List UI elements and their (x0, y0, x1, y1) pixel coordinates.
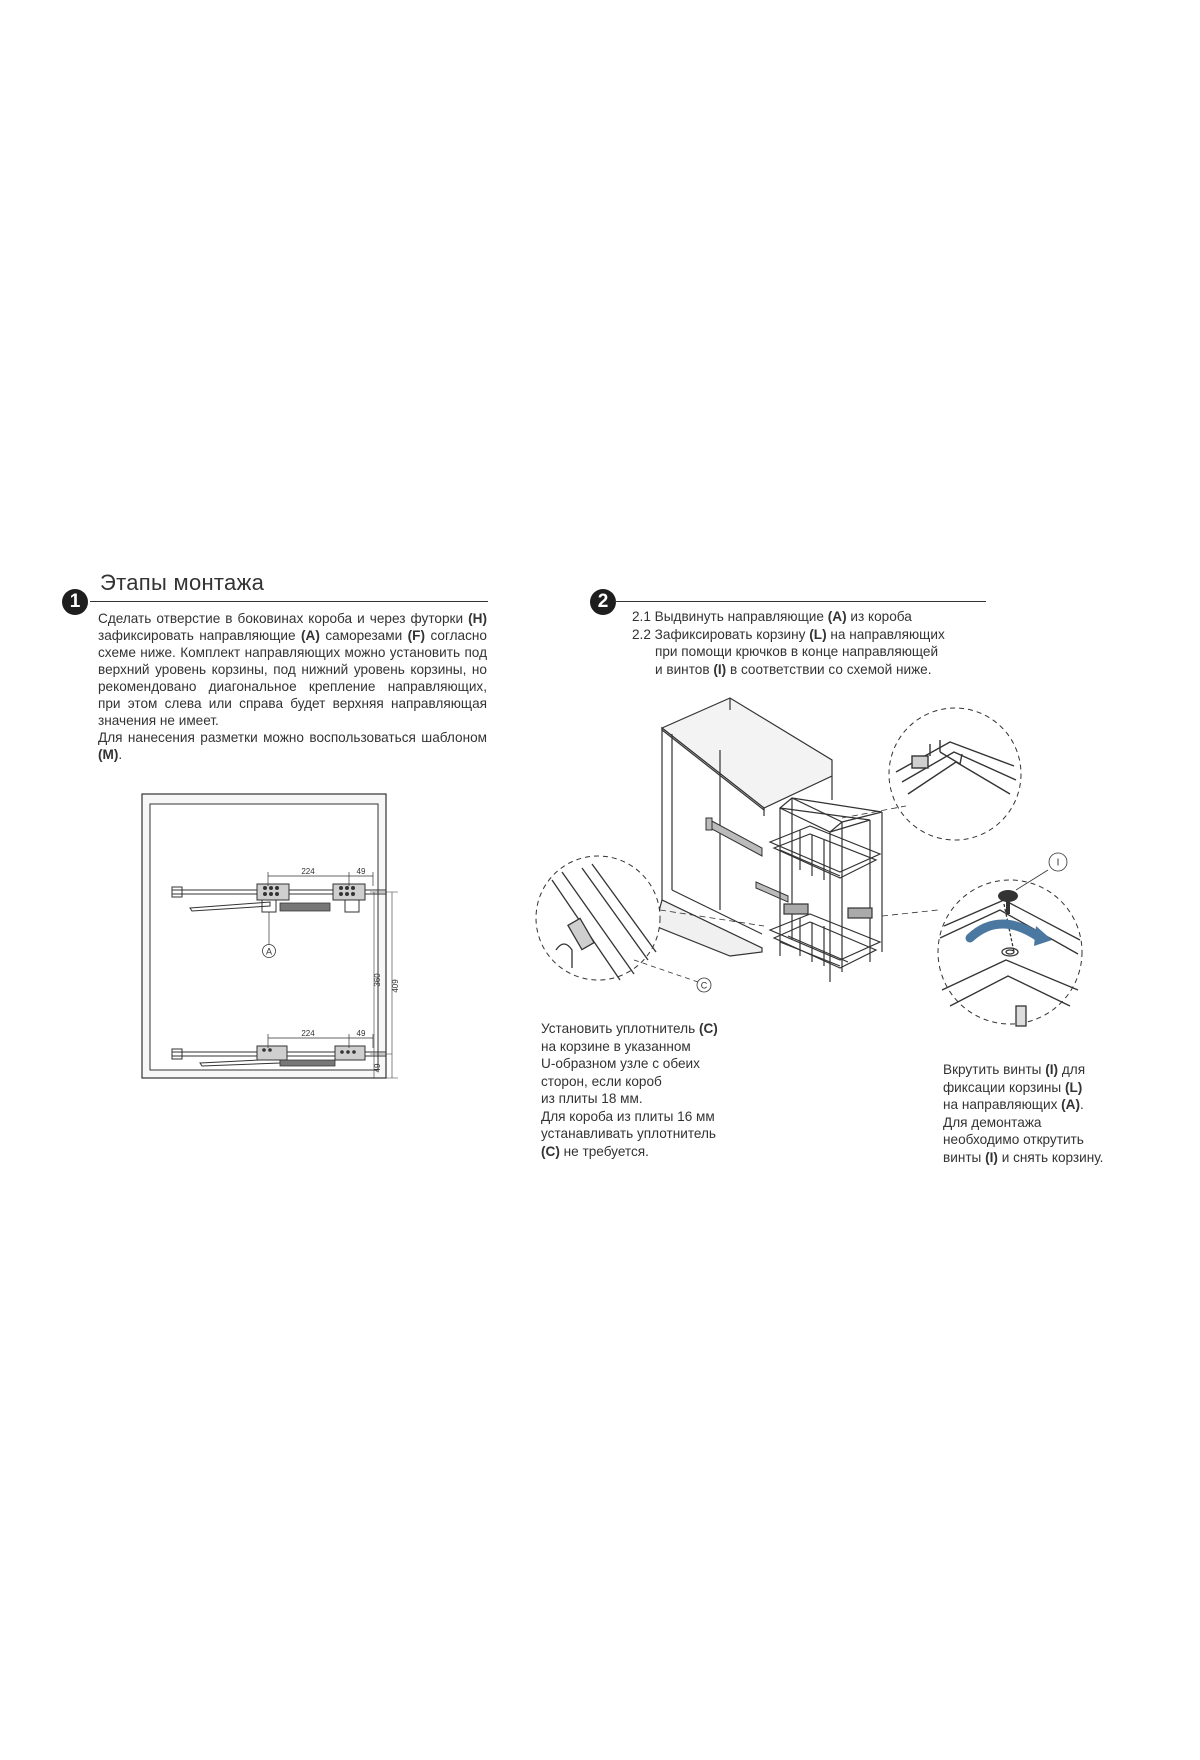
seal-note-line: сторон, если короб (541, 1073, 662, 1089)
step-2-2: 2.2 Зафиксировать корзину (L) на направляющих (632, 626, 945, 642)
callout-c-label: C (700, 980, 708, 991)
title-rule (90, 601, 488, 602)
screw-note-line: Для демонтажа (943, 1114, 1042, 1130)
wall-rail (706, 818, 788, 902)
dim-bottom-49: 49 (356, 1029, 366, 1038)
bold-ref: (L) (809, 626, 827, 642)
rail-mounting-diagram (130, 790, 400, 1085)
bold-ref: (A) (827, 609, 847, 624)
seal-note-line: из плиты 18 мм. (541, 1091, 643, 1106)
basket-installation-illustration (530, 690, 1115, 1050)
step-2-1: 2.1 Выдвинуть направляющие (A) из короба (632, 609, 912, 624)
bold-ref: (F) (407, 628, 425, 643)
seal-note-line: U-образном узле с обеих (541, 1056, 700, 1071)
bold-ref: (A) (301, 628, 320, 643)
template-note: Для нанесения разметки можно воспользоваться шаблоном (M). (98, 730, 487, 762)
bold-ref: (I) (985, 1149, 998, 1165)
dim-360: 360 (373, 973, 382, 987)
dim-top-224: 224 (301, 867, 315, 876)
callout-i-label: I (1056, 857, 1060, 869)
seal-note (541, 1020, 761, 1160)
callout-a-label: A (265, 946, 273, 957)
screw-note (943, 1061, 1143, 1166)
leader-c (634, 960, 698, 982)
step-2-rule (614, 601, 986, 602)
screw-note-line: необходимо открутить (943, 1132, 1084, 1147)
detail-seal-circle (536, 856, 660, 980)
detail-hook-circle (889, 708, 1021, 840)
bold-ref: (H) (468, 611, 487, 626)
basket (770, 798, 882, 982)
screw-note-line: Вкрутить винты (I) для (943, 1062, 1086, 1077)
dim-bottom-224: 224 (301, 1029, 315, 1038)
dim-side-49: 49 (373, 1063, 382, 1073)
dim-409: 409 (391, 979, 400, 993)
seal-note-line: устанавливать уплотнитель (541, 1126, 717, 1141)
bold-ref: (I) (713, 661, 727, 677)
bold-ref: (I) (1045, 1062, 1059, 1077)
step-2-badge: 2 (590, 589, 616, 615)
leader-screw (882, 910, 938, 916)
step-2-2-line2: при помощи крючков в конце направляющей (655, 644, 939, 659)
screw-note-line: на направляющих (A). (943, 1097, 1084, 1112)
bold-ref: (C) (698, 1021, 718, 1036)
seal-note-line: на корзине в указанном (541, 1038, 691, 1054)
bold-ref: (L) (1064, 1079, 1083, 1095)
cabinet-frame-inner (150, 804, 378, 1070)
step-2-2-line3: и винтов (I) в соответствии со схемой ниже. (655, 661, 932, 677)
step-1-badge: 1 (62, 589, 88, 615)
section-1-instructions (98, 610, 487, 763)
bold-ref: (M) (98, 747, 119, 762)
seal-note-line: Установить уплотнитель (C) (541, 1021, 718, 1036)
section-2-steps (632, 608, 1012, 678)
screw-note-line: фиксации корзины (L) (943, 1079, 1083, 1095)
dim-top-49: 49 (356, 867, 366, 876)
screw-note-line: винты (I) и снять корзину. (943, 1149, 1104, 1165)
bold-ref: (A) (1061, 1097, 1081, 1112)
seal-note-line: Для короба из плиты 16 мм (541, 1108, 715, 1124)
section-title: Этапы монтажа (100, 570, 265, 595)
seal-note-line: (C) не требуется. (541, 1143, 649, 1159)
cabinet-box (655, 698, 832, 956)
bold-ref: (C) (541, 1143, 560, 1159)
detail-screw-circle (938, 880, 1082, 1026)
instructions-paragraph: Сделать отверстие в боковинах короба и через футорки (H) зафиксировать направляющие (A) саморезами (F) согласно схеме ниже. Комплект направляющих можно установить под верхний уровень корзины, под нижний уровень корзины, но рекомендовано диагональное крепление направляющих, при этом слева или справа будет верхняя направляющая значения не имеет. (98, 611, 487, 728)
